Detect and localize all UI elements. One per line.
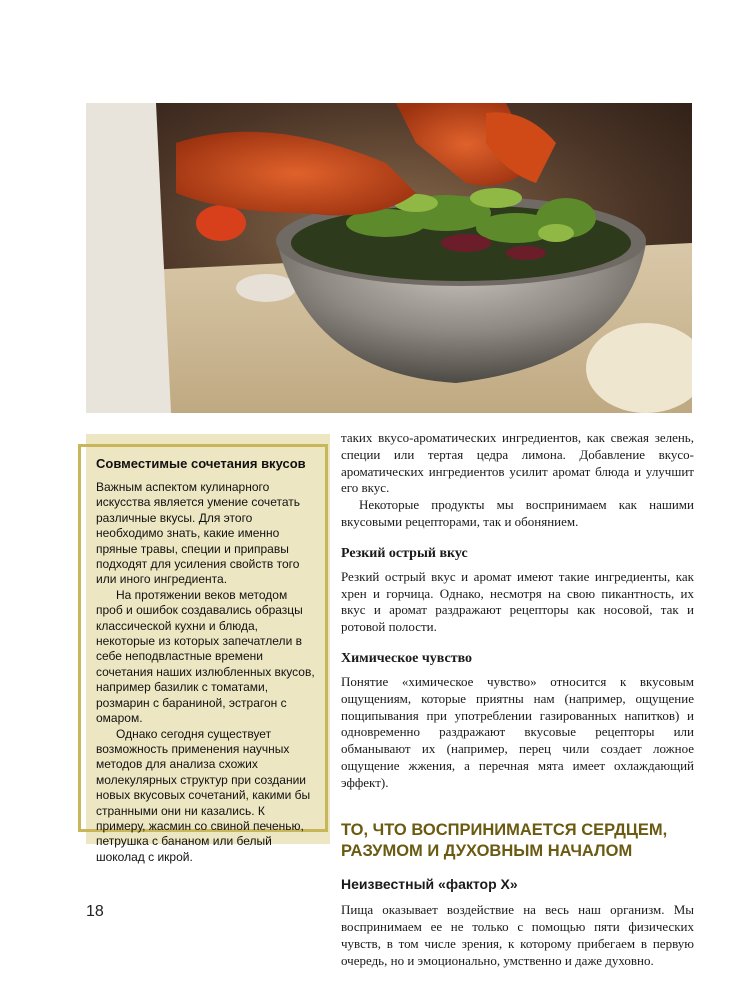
section-title-line: РАЗУМОМ И ДУХОВНЫМ НАЧАЛОМ bbox=[341, 841, 633, 860]
salad-bowl-photo-icon bbox=[86, 103, 692, 413]
body-paragraph: Некоторые продукты мы воспринимаем как нашими вкусовыми рецепторами, так и обонянием. bbox=[341, 497, 694, 529]
body-paragraph: Резкий острый вкус и аромат имеют такие ингредиенты, как хрен и горчица. Однако, несмотря на свою пикантность, их вкус и аромат раздражают рецепторы как носовой, так и ротовой полости. bbox=[341, 568, 694, 635]
sidebar-paragraph: На протяжении веков методом проб и ошибок создавались образцы классической кухни и блюда, некоторые из которых запечатлели в себе неподвластные времени сочетания наших излюбленных вкусов, например базилик с томатами, розмарин с бараниной, эстрагон с омаром. bbox=[96, 587, 315, 726]
section-title-line: ТО, ЧТО ВОСПРИНИМАЕТСЯ СЕРДЦЕМ, bbox=[341, 820, 668, 839]
sidebar-paragraph: Однако сегодня существует возможность применения научных методов для анализа схожих молекулярных структур при создании новых вкусовых сочетаний, какими бы странными они ни казались. К примеру, жасмин со свиной печенью, петрушка с бананом или белый шоколад с икрой. bbox=[96, 726, 311, 864]
heading-pungent-taste: Резкий острый вкус bbox=[341, 545, 468, 561]
main-column bbox=[341, 430, 694, 970]
page-number: 18 bbox=[86, 903, 104, 920]
sidebar-paragraph: Важным аспектом кулинарного искусства является умение сочетать различные вкусы. Для этого необходимо знать, какие именно пряные травы, специи и приправы подходят для усиления свойств того или иного ингредиента. bbox=[96, 480, 300, 587]
body-paragraph: таких вкусо-ароматических ингредиентов, как свежая зелень, специи или тертая цедра лимона. Добавление вкусо-ароматических ингредиентов усилит аромат блюда и улучшит его вкус. bbox=[341, 430, 694, 496]
body-paragraph: Пища оказывает воздействие на весь наш организм. Мы воспринимаем ее не только с помощью пяти физических чувств, в том числе зрения, к которому прибегаем в первую очередь, но и эмоционально, умственно и даже духовно. bbox=[341, 902, 694, 968]
sidebar-box bbox=[96, 456, 316, 865]
salad-photo bbox=[86, 103, 692, 413]
body-paragraph: Понятие «химическое чувство» относится к вкусовым ощущениям, которые приятны нам (например, ощущение пощипывания при употреблении газированных напитков) и одновременно раздражают вкусовые рецепторы или обманывают их (например, перец чили создает ложное ощущение жжения, а перечная мята имеет охлаждающий эффект). bbox=[341, 673, 694, 790]
subsection-title: Неизвестный «фактор Х» bbox=[341, 875, 518, 892]
heading-chemical-sense: Химическое чувство bbox=[341, 650, 473, 666]
sidebar-title: Совместимые сочетания вкусов bbox=[96, 456, 306, 471]
section-title bbox=[341, 820, 694, 862]
